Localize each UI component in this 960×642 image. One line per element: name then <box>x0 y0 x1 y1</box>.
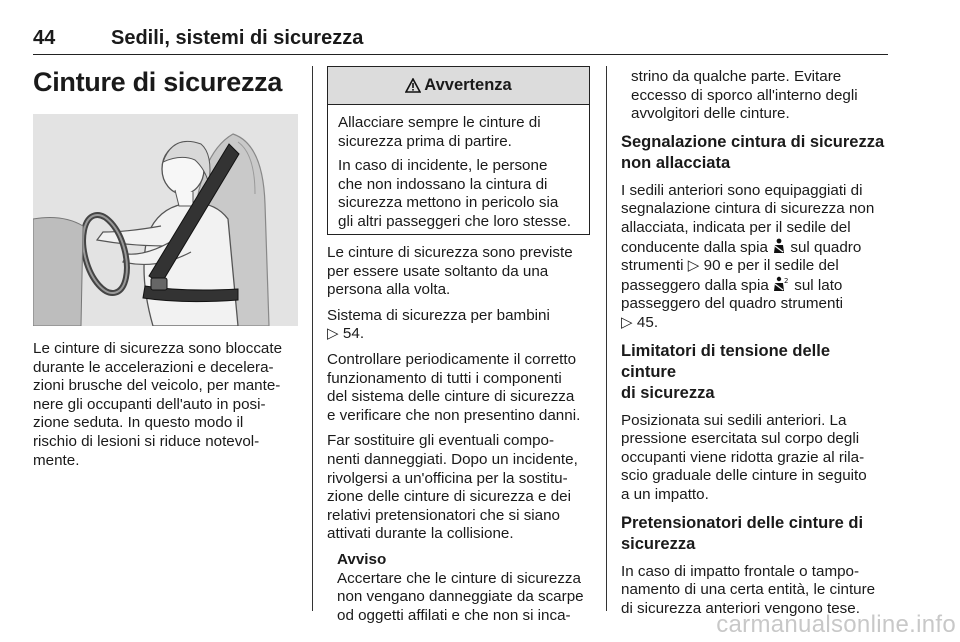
warning-line: gli altri passeggeri che loro stesse. <box>338 212 571 230</box>
page-header <box>33 14 888 55</box>
text-line: scio graduale delle cinture in seguito <box>621 467 867 485</box>
paragraph <box>327 351 595 425</box>
text-line <box>621 314 887 333</box>
text-line: Accertare che le cinture di sicurezza <box>337 569 581 587</box>
caption-line: zioni brusche del veicolo, per mante- <box>33 377 281 395</box>
note-block <box>327 551 595 625</box>
page-title: Cinture di sicurezza <box>33 67 283 97</box>
page-reference-icon: ▷ <box>687 257 700 275</box>
warning-body <box>328 105 589 232</box>
text-fragment: strumenti <box>621 257 684 275</box>
text-line: di sicurezza anteriori vengono tese. <box>621 599 860 617</box>
caption-line: Le cinture di sicurezza sono bloccate <box>33 340 283 357</box>
warning-line: Allacciare sempre le cinture di <box>338 114 541 131</box>
warning-box <box>327 66 590 235</box>
text-line: funzionamento di tutti i componenti <box>327 369 562 387</box>
warning-line: sicurezza mettono in pericolo sia <box>338 194 559 212</box>
text-line: e verificare che non presentino danni. <box>327 406 581 424</box>
text-line: allacciata, indicata per il sedile del <box>621 218 851 236</box>
paragraph <box>327 244 595 300</box>
text-line: rivolgersi a un'officina per la sostitu- <box>327 469 568 487</box>
heading-line: Pretensionatori delle cinture di <box>621 513 864 532</box>
text-fragment: sul quadro <box>790 238 862 256</box>
seatbelt-warning-driver-icon <box>772 238 786 255</box>
text-line: In caso di impatto frontale o tampo- <box>621 562 860 580</box>
caption-line: durante le accelerazioni e decelera- <box>33 358 274 376</box>
caption-line: rischio di lesioni si riduce notevol- <box>33 432 260 450</box>
paragraph <box>327 432 595 544</box>
text-line: a un impatto. <box>621 485 709 503</box>
text-line: persona alla volta. <box>327 281 451 299</box>
text-fragment: passeggero dalla spia <box>621 276 769 294</box>
caption-line: nere gli occupanti dell'auto in posi- <box>33 395 266 413</box>
caption-line: mente. <box>33 451 80 469</box>
watermark: carmanualsonline.info <box>716 611 956 638</box>
text-line: I sedili anteriori sono equipaggiati di <box>621 181 863 199</box>
paragraph <box>621 182 887 333</box>
text-line: namento di una certa entità, le cinture <box>621 581 876 599</box>
text-line: pressione esercitata sul corpo degli <box>621 430 860 448</box>
column-2-text <box>327 244 595 625</box>
heading-line: non allacciata <box>621 153 731 172</box>
heading-line: sicurezza <box>621 534 696 553</box>
warning-line: che non indossano la cintura di <box>338 175 548 193</box>
seatbelt-illustration <box>33 114 298 326</box>
seatbelt-warning-passenger-icon <box>773 276 790 293</box>
text-line: Far sostituire gli eventuali compo- <box>327 432 555 450</box>
warning-header <box>328 67 589 105</box>
column-divider <box>606 66 607 611</box>
warning-line: sicurezza prima di partire. <box>338 132 512 150</box>
page-reference[interactable]: 54. <box>342 325 365 343</box>
text-line: Le cinture di sicurezza sono previste <box>327 244 573 261</box>
text-line: Posizionata sui sedili anteriori. La <box>621 411 847 429</box>
page-reference-icon: ▷ <box>327 325 339 343</box>
section-title: Sedili, sistemi di sicurezza <box>111 27 364 49</box>
svg-text:2: 2 <box>784 276 789 285</box>
text-line: nenti danneggiati. Dopo un incidente, <box>327 450 578 468</box>
heading-line: Segnalazione cintura di sicurezza <box>621 132 885 151</box>
text-line: non vengano danneggiate da scarpe <box>337 588 584 606</box>
caption-line: zione seduta. In questo modo il <box>33 414 244 432</box>
page-reference[interactable]: 45. <box>636 313 659 331</box>
note-continuation <box>621 68 887 124</box>
heading-line: di sicurezza <box>621 383 715 402</box>
heading-belt-pretensioners <box>621 513 887 555</box>
note-title: Avviso <box>337 550 387 568</box>
text-line: segnalazione cintura di sicurezza non <box>621 200 875 218</box>
text-line <box>327 325 595 344</box>
paragraph <box>621 563 887 619</box>
paragraph <box>327 307 595 344</box>
text-line: relativi pretensionatori che si siano <box>327 506 560 524</box>
page-reference-icon: ▷ <box>621 313 633 331</box>
text-line: occupanti viene ridotta grazie al rila- <box>621 448 865 466</box>
text-line: passeggero del quadro strumenti <box>621 295 844 313</box>
column-3 <box>621 66 887 618</box>
text-line: eccesso di sporco all'interno degli <box>631 86 858 104</box>
warning-triangle-icon <box>405 78 421 93</box>
text-line: Sistema di sicurezza per bambini <box>327 306 550 324</box>
text-line: attivati durante la collisione. <box>327 525 514 543</box>
text-fragment: sul lato <box>794 276 843 294</box>
heading-belt-force-limiters <box>621 341 887 404</box>
text-line: strino da qualche parte. Evitare <box>631 68 842 85</box>
warning-line: In caso di incidente, le persone <box>338 157 548 175</box>
column-1 <box>33 66 298 469</box>
paragraph <box>621 412 887 505</box>
text-line <box>621 257 887 276</box>
text-line: Controllare periodicamente il corretto <box>327 350 577 368</box>
text-fragment: conducente dalla spia <box>621 238 768 256</box>
text-line: avvolgitori delle cinture. <box>631 105 790 123</box>
text-line: del sistema delle cinture di sicurezza <box>327 388 575 406</box>
page-reference[interactable]: 90 e per il sedile del <box>703 257 839 275</box>
column-divider <box>312 66 313 611</box>
heading-seatbelt-reminder <box>621 132 887 174</box>
text-line <box>621 276 887 296</box>
text-line: od oggetti affilati e che non si inca- <box>337 606 571 624</box>
text-line: per essere usate soltanto da una <box>327 262 549 280</box>
heading-line: Limitatori di tensione delle cinture <box>621 341 831 381</box>
text-line: zione delle cinture di sicurezza e dei <box>327 488 571 506</box>
woman-wearing-seatbelt-illustration <box>33 114 298 326</box>
warning-title: Avvertenza <box>424 76 512 94</box>
text-line <box>621 238 887 258</box>
intro-caption <box>33 340 303 470</box>
page-number: 44 <box>33 27 56 49</box>
